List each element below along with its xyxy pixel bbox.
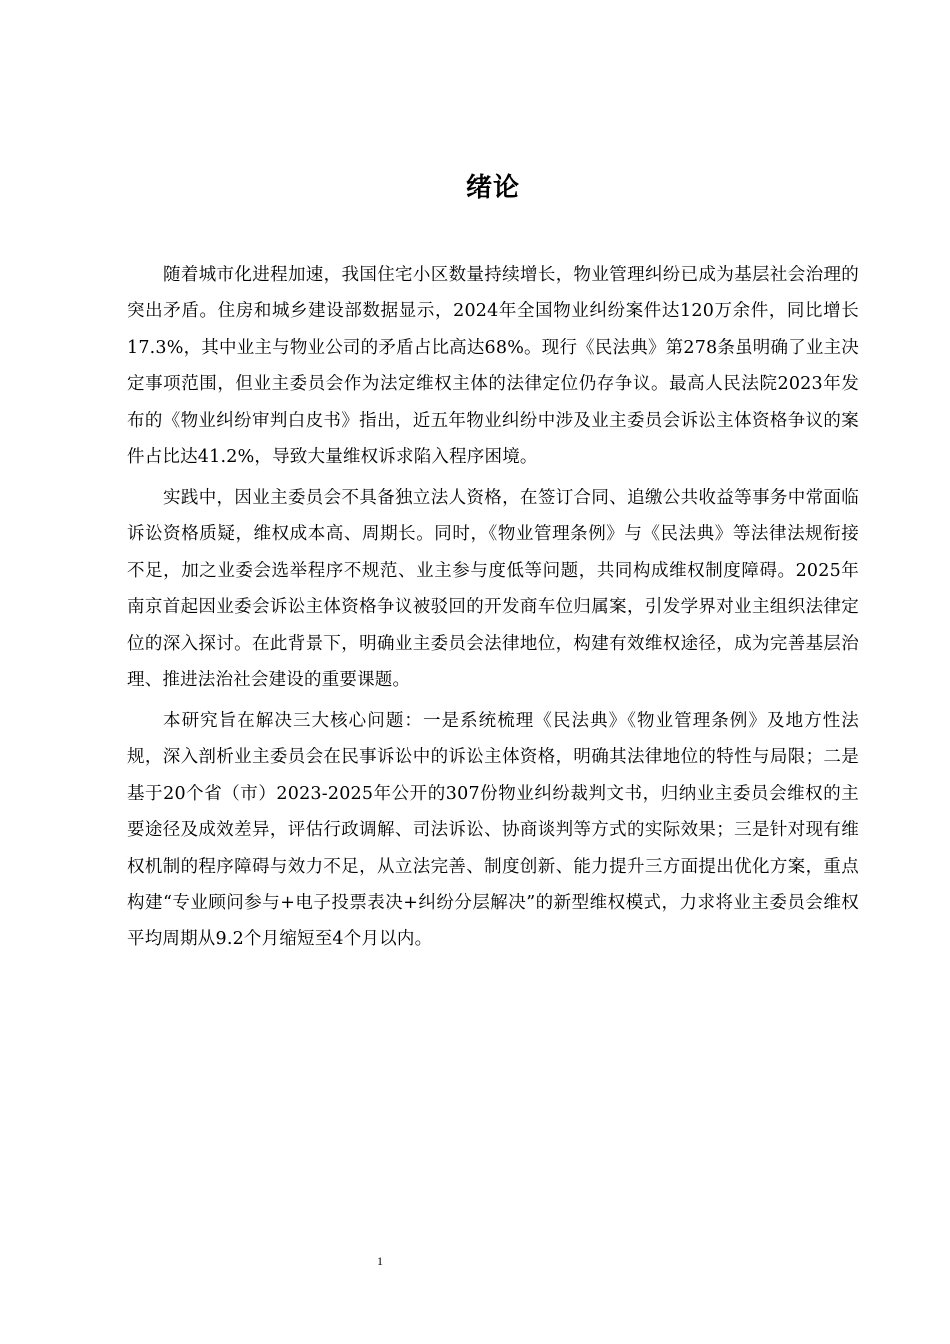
- paragraph-background: 随着城市化进程加速，我国住宅小区数量持续增长，物业管理纠纷已成为基层社会治理的突出矛盾。住房和城乡建设部数据显示，2024年全国物业纠纷案件达120万余件，同比增长17.3%，其中业主与物业公司的矛盾占比高达68%。现行《民法典》第278条虽明确了业主决定事项范围，但业主委员会作为法定维权主体的法律定位仍存争议。最高人民法院2023年发布的《物业纠纷审判白皮书》指出，近五年物业纠纷中涉及业主委员会诉讼主体资格争议的案件占比达41.2%，导致大量维权诉求陷入程序困境。: [127, 265, 859, 468]
- chapter-title: 绪论: [465, 173, 520, 203]
- body-text: [127, 257, 859, 958]
- page-number: 1: [377, 1254, 383, 1268]
- paragraph-practice: 实践中，因业主委员会不具备独立法人资格，在签订合同、追缴公共收益等事务中常面临诉讼资格质疑，维权成本高、周期长。同时，《物业管理条例》与《民法典》等法律法规衔接不足，加之业委会选举程序不规范、业主参与度低等问题，共同构成维权制度障碍。2025年南京首起因业委会诉讼主体资格争议被驳回的开发商车位归属案，引发学界对业主组织法律定位的深入探讨。在此背景下，明确业主委员会法律地位，构建有效维权途径，成为完善基层治理、推进法治社会建设的重要课题。: [127, 487, 859, 690]
- paragraph-objectives: 本研究旨在解决三大核心问题：一是系统梳理《民法典》《物业管理条例》及地方性法规，深入剖析业主委员会在民事诉讼中的诉讼主体资格，明确其法律地位的特性与局限；二是基于20个省（市）2023-2025年公开的307份物业纠纷裁判文书，归纳业主委员会维权的主要途径及成效差异，评估行政调解、司法诉讼、协商谈判等方式的实际效果；三是针对现有维权机制的程序障碍与效力不足，从立法完善、制度创新、能力提升三方面提出优化方案，重点构建“专业顾问参与+电子投票表决+纠纷分层解决”的新型维权模式，力求将业主委员会维权平均周期从9.2个月缩短至4个月以内。: [127, 710, 859, 950]
